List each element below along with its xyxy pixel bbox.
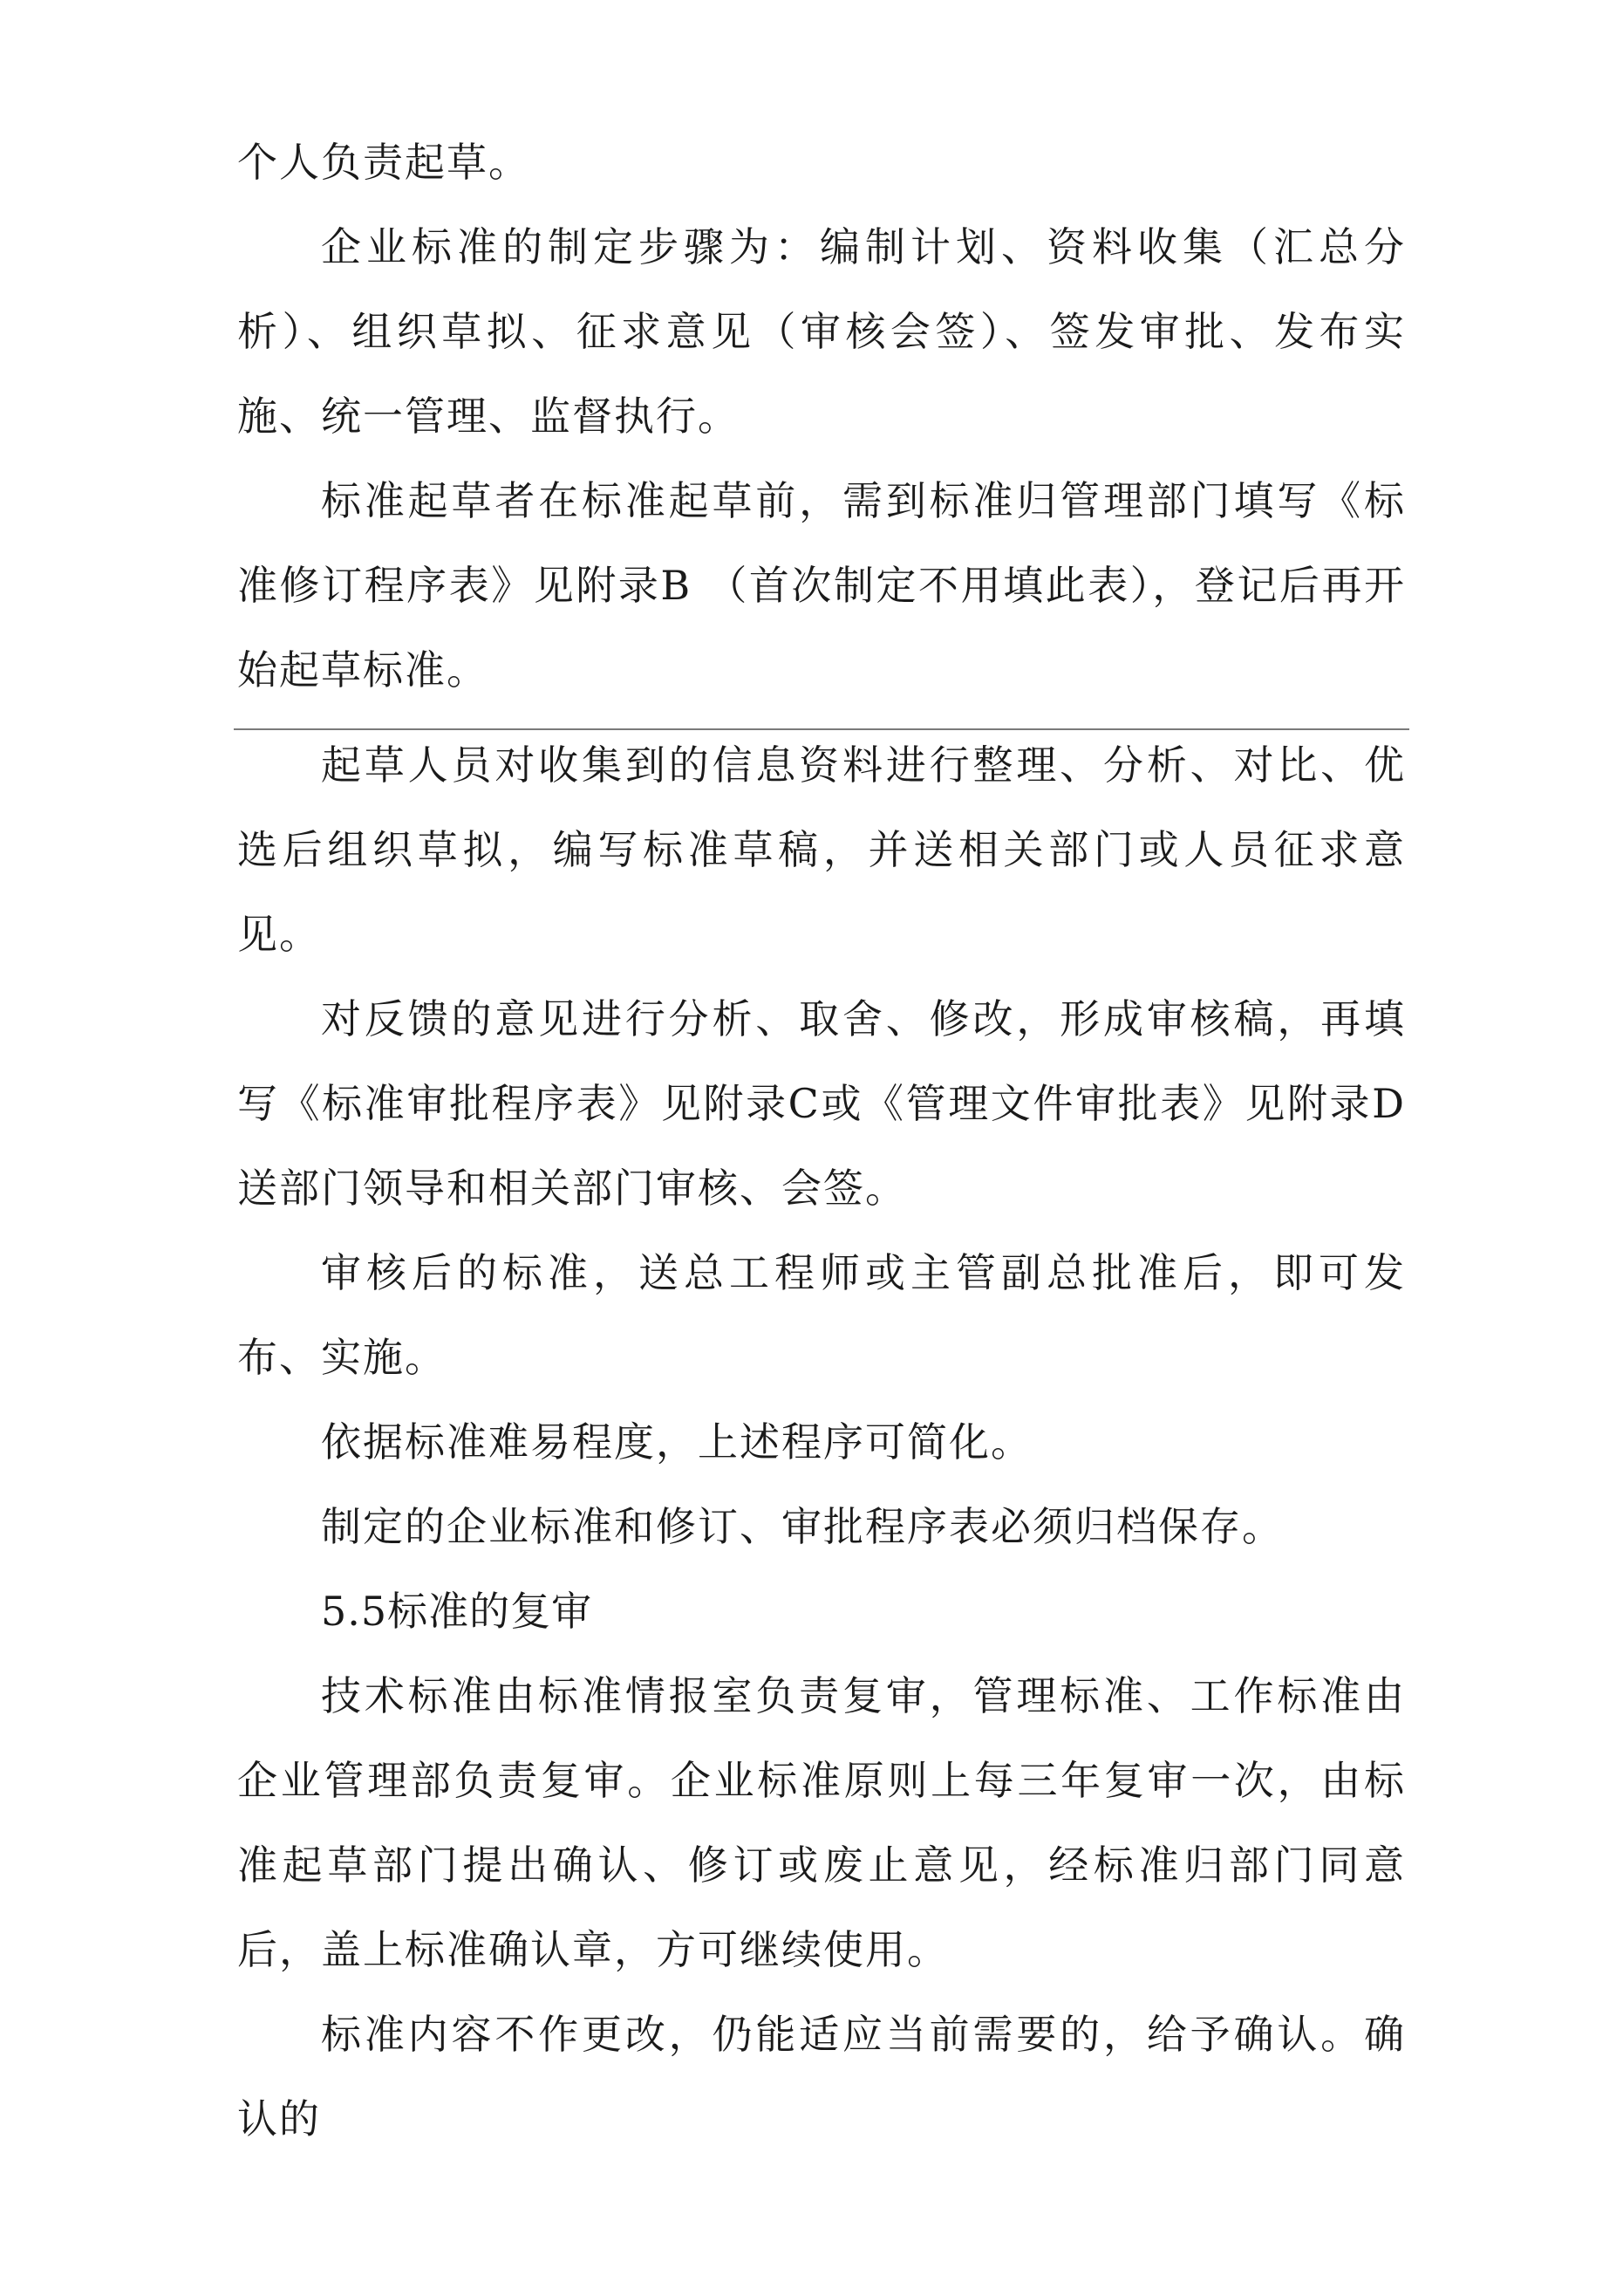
document-page	[237, 120, 1406, 2162]
paragraph: 制定的企业标准和修订、审批程序表必须归档保存。	[321, 1503, 1284, 1550]
paragraph: 标准内容不作更改，仍能适应当前需要的，给予确认。确认的	[237, 2011, 1406, 2142]
paragraph: 标准起草者在标准起草前，需到标准归管理部门填写《标准修订程序表》见附录B （首次制定不用填此表），登记后再开始起草标准。	[237, 477, 1406, 694]
paragraph: 起草人员对收集到的信息资料进行整理、分析、对比、优选后组织草拟，编写标准草稿，并送相关部门或人员征求意见。	[237, 741, 1406, 958]
paragraph: 审核后的标准，送总工程师或主管副总批准后，即可发布、实施。	[237, 1249, 1406, 1381]
paragraph: 依据标准难易程度，上述程序可简化。	[321, 1418, 1033, 1466]
paragraph: 个人负责起草。	[237, 139, 530, 186]
section-heading: 5.5标准的复审	[321, 1588, 593, 1635]
paragraph: 技术标准由标准情报室负责复审，管理标准、工作标准由企业管理部负责复审。企业标准原则上每三年复审一次，由标准起草部门提出确认、修订或废止意见，经标准归部门同意后，盖上标准确认章，方可继续使用。	[237, 1672, 1406, 1973]
paragraph: 企业标准的制定步骤为：编制计划、资料收集（汇总分析）、组织草拟、征求意见（审核会签）、签发审批、发布实施、统一管理、监督执行。	[237, 223, 1406, 440]
paragraph: 对反馈的意见进行分析、取舍、修改，形成审核稿，再填写《标准审批程序表》见附录C或《管理文件审批表》见附录D送部门领导和相关部门审核、会签。	[237, 995, 1406, 1212]
